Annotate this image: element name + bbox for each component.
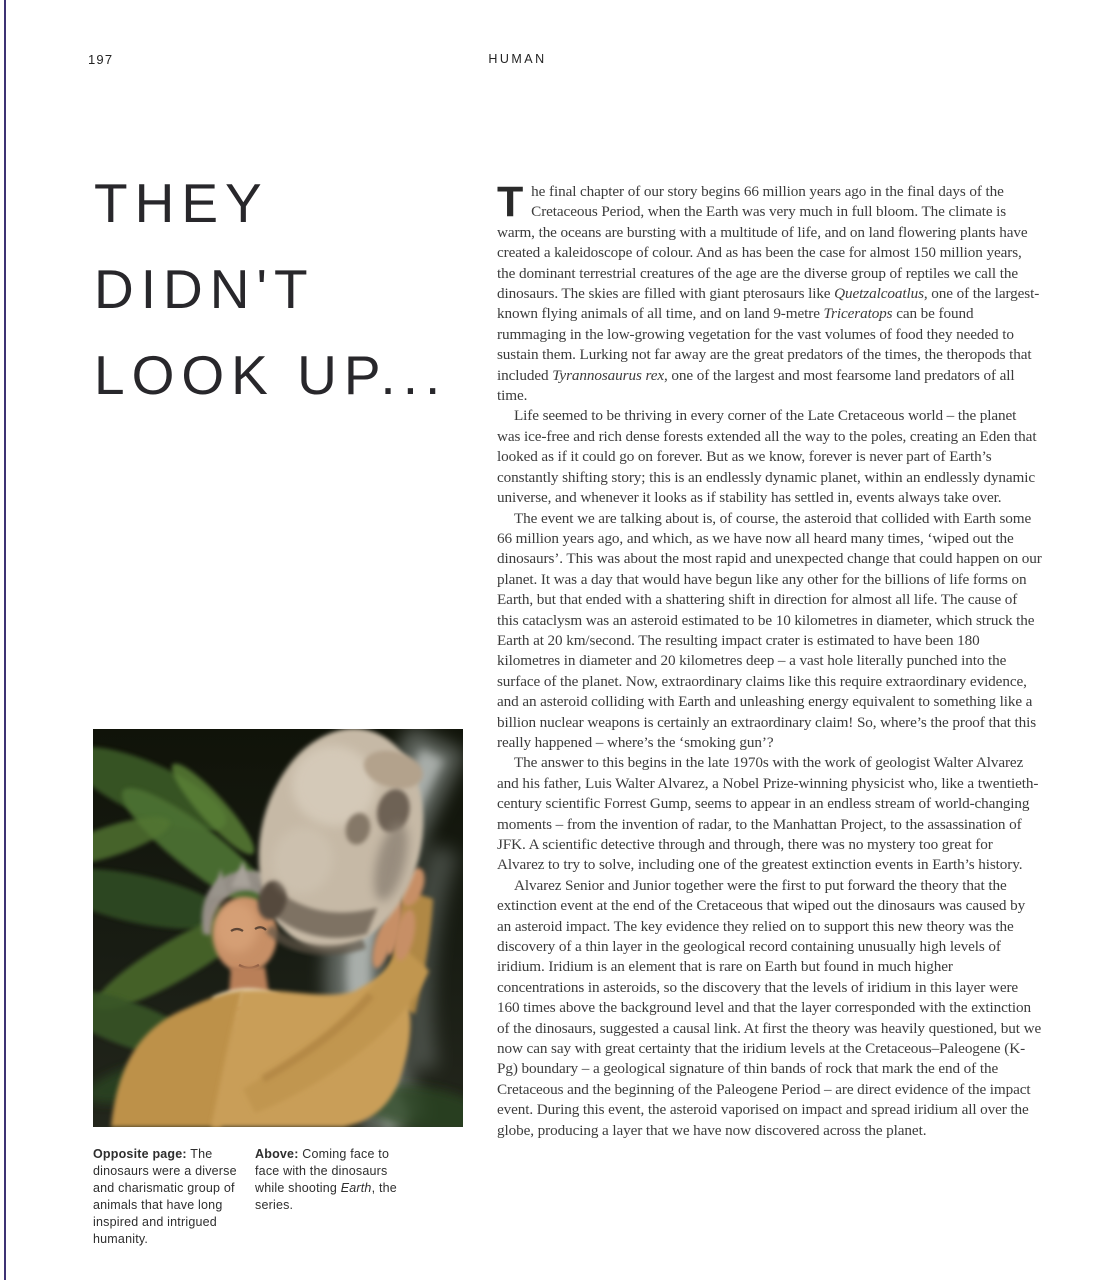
- photo-presenter-with-fossil-skull: [93, 729, 463, 1127]
- article-paragraph: [497, 178, 1042, 406]
- article-body: [497, 178, 1042, 1141]
- article-paragraph: The answer to this begins in the late 1970s with the work of geologist Walter Alvarez and his father, Luis Walter Alvarez, a Nobel Prize-winning physicist who, like a twentieth-century scientific Forrest Gump, seems to appear in an endless stream of world-changing moments – from the invention of radar, to the Manhattan Project, to the assassination of JFK. A scientific detective through and through, there was no mystery too great for Alvarez to try to solve, including one of the greatest extinction events in Earth’s history.: [497, 754, 1039, 874]
- drop-cap: T: [497, 178, 524, 226]
- photo-illustration: [93, 729, 463, 1127]
- article-paragraph: Life seemed to be thriving in every corner of the Late Cretaceous world – the planet was ice-free and rich dense forests extended all the way to the poles, creating an Eden that looked as if it could go on forever. But as we know, forever is never part of Earth’s constantly shifting story; this is an endlessly dynamic planet, within an endlessly dynamic universe, and whenever it looks as if stability has settled in, events always take over.: [497, 407, 1037, 507]
- chapter-title-line-2: DIDN'T: [94, 258, 315, 320]
- caption-label: Above:: [255, 1147, 299, 1161]
- article-paragraph: Alvarez Senior and Junior together were the first to put forward the theory that the extinction event at the end of the Cretaceous that wiped out the dinosaurs was caused by an asteroid impact. The key evidence they relied on to support this new theory was the discovery of a thin layer in the geological record containing unusually high levels of iridium. Iridium is an element that is rare on Earth but found in much higher concentrations in asteroids, so the discovery that the levels of iridium in this layer were 160 times above the background level and that the layer corresponded with the extinction of the dinosaurs, suggested a causal link. At first the theory was heavily questioned, but we now can say with great certainty that the iridium levels at the Cretaceous–Paleogene (K-Pg) boundary – a geological signature of thin bands of rock that mark the end of the Cretaceous and the beginning of the Paleogene Period – are direct evidence of the impact event. During this event, the asteroid vaporised on impact and spread iridium all over the globe, producing a layer that we have now discovered across the planet.: [497, 876, 1042, 1139]
- chapter-title-line-3: LOOK UP...: [94, 344, 448, 406]
- chapter-title: [94, 160, 447, 418]
- caption-text: The dinosaurs were a diverse and charismatic group of animals that have long inspired and intrigued humanity.: [93, 1147, 237, 1246]
- caption-row: [93, 1146, 463, 1248]
- section-header: HUMAN: [488, 52, 547, 66]
- caption-label: Opposite page:: [93, 1147, 187, 1161]
- article-paragraph: The event we are talking about is, of course, the asteroid that collided with Earth some 66 million years ago, and which, as we have now all heard many times, ‘wiped out the dinosaurs’. This was about the most rapid and unexpected change that could happen on our planet. It was a day that would have begun like any other for the billions of life forms on Earth, but that ended with a shattering shift in direction for almost all life. The cause of this cataclysm was an asteroid estimated to be 10 kilometres in diameter, which struck the Earth at 20 km/second. The resulting impact crater is estimated to have been 180 kilometres in diameter and 20 kilometres deep – a vast hole literally punched into the surface of the planet. Now, extraordinary claims like this require extraordinary evidence, and an asteroid colliding with Earth and unleashing energy equivalent to something like a billion nuclear weapons is certainly an extraordinary claim! So, where’s the proof that this really happened – where’s the ‘smoking gun’?: [497, 509, 1042, 751]
- paragraph-text: he final chapter of our story begins 66 million years ago in the final days of the Cretaceous Period, when the Earth was very much in full bloom. The climate is warm, the oceans are bursting with a multitude of life, and on land flowering plants have created a kaleidoscope of colour. And as has been the case for almost 150 million years, the dominant terrestrial creatures of the age are the diverse group of reptiles we call the dinosaurs. The skies are filled with giant pterosaurs like Quetzalcoatlus, one of the largest-known flying animals of all time, and on land 9-metre Triceratops can be found rummaging in the low-growing vegetation for the vast volumes of food they needed to sustain them. Lurking not far away are the great predators of the times, the theropods that included Tyrannosaurus rex, one of the largest and most fearsome land predators of all time.: [497, 183, 1040, 405]
- caption-above: [255, 1146, 410, 1248]
- spine-accent-line: [4, 0, 6, 1280]
- page-number: 197: [88, 52, 114, 67]
- caption-text: Coming face to face with the dinosaurs while shooting Earth, the series.: [255, 1147, 397, 1212]
- chapter-title-line-1: THEY: [94, 172, 269, 234]
- caption-opposite-page: [93, 1146, 248, 1248]
